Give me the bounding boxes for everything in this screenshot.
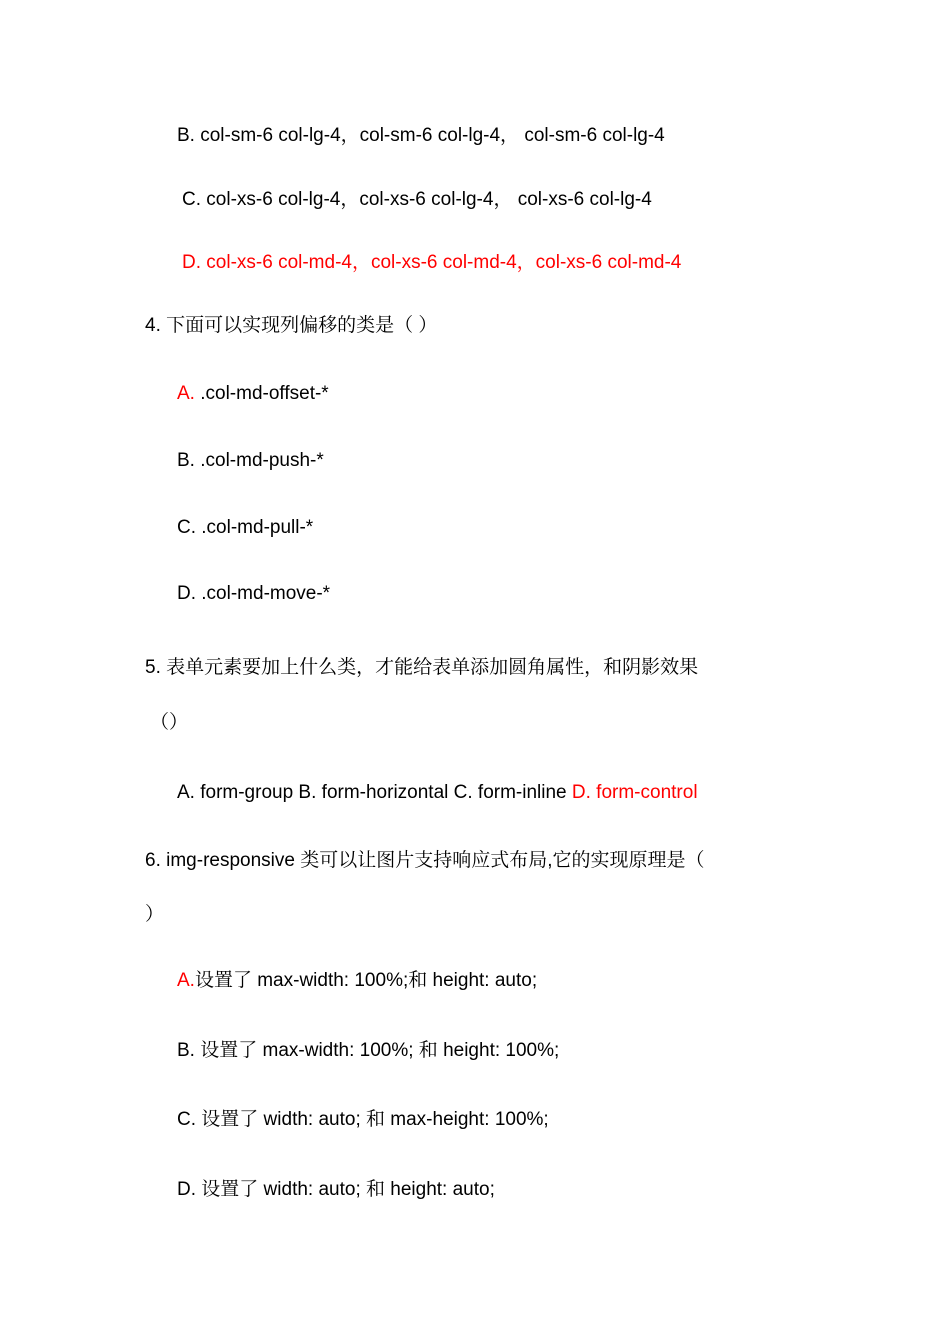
q4-stem: 4. 下面可以实现列偏移的类是（ ） [145,315,438,336]
q6-option-c: C. 设置了 width: auto; 和 max-height: 100%; [177,1109,549,1130]
q6-stem-line2: ） [145,904,165,925]
q6-option-a-letter: A. [177,970,195,991]
q5-options [177,781,698,805]
q4-option-a-letter: A. [177,383,195,404]
q6-option-d: D. 设置了 width: auto; 和 height: auto; [177,1179,495,1200]
q4-option-a-text: .col-md-offset-* [194,383,329,404]
q3-option-b: B. col-sm-6 col-lg-4，col-sm-6 col-lg-4， col-sm-6 col-lg-4 [177,125,665,146]
q4-option-b: B. .col-md-push-* [177,450,324,471]
q3-option-c: C. col-xs-6 col-lg-4，col-xs-6 col-lg-4， col-xs-6 col-lg-4 [182,189,652,210]
q6-option-b: B. 设置了 max-width: 100%; 和 height: 100%; [177,1040,560,1061]
q6-stem-line1: 6. img-responsive 类可以让图片支持响应式布局,它的实现原理是（ [145,850,705,871]
q4-option-d: D. .col-md-move-* [177,583,331,604]
q3-option-d-answer: D. col-xs-6 col-md-4，col-xs-6 col-md-4，col-xs-6 col-md-4 [182,252,682,273]
q6-option-a [177,969,537,993]
q4-option-c: C. .col-md-pull-* [177,517,314,538]
q5-stem-line1: 5. 表单元素要加上什么类，才能给表单添加圆角属性，和阴影效果 [145,657,699,678]
q6-option-a-text: 设置了 max-width: 100%;和 height: auto; [194,970,538,991]
q4-option-a [177,382,329,406]
q5-options-plain: A. form-group B. form-horizontal C. form-inline [177,782,572,803]
q5-stem-line2: （） [150,712,189,733]
q5-option-d-answer: D. form-control [571,782,698,803]
